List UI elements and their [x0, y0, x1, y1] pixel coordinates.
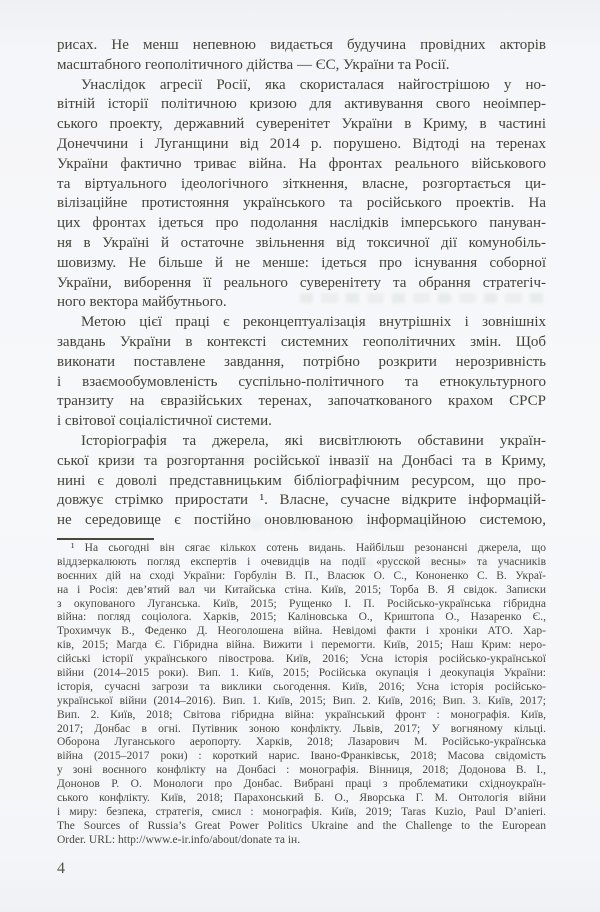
footnote-separator-rule	[57, 538, 154, 540]
footnote-line: з окупованого Луганська. Київ, 2015; Рущенко І. П. Російсько-українська гібридна	[57, 597, 546, 610]
body-text-line: і світової соціалістичної системи.	[57, 413, 272, 430]
footnote-line: Трохимчук В., Феденко Д. Неоголошена війна. Невідомі факти і хроніки АТО. Хар-	[57, 625, 546, 638]
footnote-line: Вип. 2. Київ, 2018; Світова гібридна війна: український фронт : монографія. Київ,	[57, 708, 546, 721]
footnote-line: ського конфлікту. Київ, 2018; Парахонський Б. О., Яворська Г. М. Онтологія війни	[57, 792, 546, 805]
body-text-line: Метою цієї праці є реконцептуалізація внутрішніх і зовнішніх	[81, 314, 546, 331]
page-number: 4	[57, 860, 65, 877]
footnote-line: Order. URL: http://www.e-ir.info/about/donate та ін.	[57, 833, 301, 846]
footnote-line: The Sources of Russia’s Great Power Politics Ukraine and the Challenge to the European	[57, 819, 546, 832]
footnote-line: Оборона Луганського аеропорту. Харків, 2018; Лазарович М. Російсько-українська	[57, 736, 546, 749]
footnote-line: війна: погляд соціолога. Харків, 2015; Каліновська О., Криштопа О., Назаренко Є.,	[57, 611, 546, 624]
body-text-line: та віртуального ідеологічного зіткнення, власне, розгортається ци-	[57, 175, 546, 192]
footnote-line: 2017; Донбас в огні. Путівник зоною конфлікту. Львів, 2017; У вогняному кільці.	[57, 722, 546, 735]
body-text-line: вілізаційне протистояння українського та російського проектів. На	[57, 195, 546, 212]
footnote-line: віддзеркалюють погляд експертів і очевидців на події «русской весны» та учасників	[57, 555, 546, 568]
footnote-line: ¹ На сьогодні він сягає кількох сотень видань. Найбільш резонансні джерела, що	[71, 542, 546, 554]
footnote-line: у зоні воєнного конфлікту на Донбасі : монографія. Вінниця, 2018; Додонова В. І.,	[57, 764, 546, 777]
footnote-line: Дононов Р. О. Монологи про Донбас. Вибрані праці з проблематики східноукраїн-	[57, 778, 546, 791]
footnote-line: війна (2015–2017 роки) : короткий нарис. Івано-Франківськ, 2018; Масова свідомість	[57, 750, 546, 763]
body-text-line: Донеччини і Луганщини від 2014 р. порушено. Відтоді на теренах	[57, 135, 546, 152]
body-text-line: вітній історії політичною кризою для активування свого неоімпер-	[57, 96, 546, 113]
body-text-line: і взаємообумовленість суспільно-політичного та етнокультурного	[57, 373, 546, 390]
footnote-line: війни (2014–2015 роки). Вип. 1. Київ, 2015; Російська окупація і деокупація України:	[57, 667, 546, 680]
body-text-line: шовизму. Не більше й не менше: ідеться про існування соборної	[57, 254, 546, 271]
footnote-block	[57, 542, 546, 848]
body-text-line: рисах. Не менш непевною видається будучина провідних акторів	[57, 37, 546, 53]
body-text-line: ного вектора майбутнього.	[57, 294, 227, 311]
body-text-line: довжує стрімко приростати ¹. Власне, сучасне відкрите інформацій-	[57, 492, 546, 509]
body-text-line: ської кризи та розгортання російської інвазії на Донбасі та в Криму,	[57, 452, 546, 469]
body-text-line: не середовище є постійно оновлюваною інформаційною системою,	[57, 512, 546, 529]
footnote-line: історія, сучасні загрози та виклики сьогодення. Київ, 2016; Усна історія російсько-	[57, 680, 546, 693]
footnote-line: української війни (2014–2016). Вип. 1. Київ, 2015; Вип. 2. Київ, 2016; Вип. 3. Київ, 2017;	[57, 694, 546, 707]
body-text-line: України, виборення її реального суверенітету та обрання стратегіч-	[57, 274, 546, 291]
body-text-line: ня в Україні й остаточне звільнення від токсичної дії комунобіль-	[57, 234, 546, 251]
footnote-line: на і Росія: дев’ятий вал чи Китайська стіна. Київ, 2015; Торба В. Я свідок. Записки	[57, 583, 546, 596]
footnote-line: ків, 2015; Магда Є. Гібридна війна. Вижити і перемогти. Київ, 2015; Наш Крим: неро-	[57, 639, 546, 652]
body-text-line: Історіографія та джерела, які висвітлюють обставини україн-	[81, 432, 546, 449]
body-text-line: нині є доволі представницьким бібліографічним ресурсом, що про-	[57, 472, 546, 489]
footnote-line: воєнних дій на сході України: Горбулін В. П., Власюк О. С., Кононенко С. В. Украї-	[57, 569, 546, 582]
body-text-line: транзиту на євразійських теренах, започаткованого крахом СРСР	[57, 393, 546, 410]
footnote-line: сійські історії українського півострова. Київ, 2016; Усна історія російсько-української	[57, 653, 546, 666]
footnote-line: і миру: безпека, стратегія, смисл : монографія. Київ, 2019; Taras Kuzio, Paul D’anieri.	[57, 805, 546, 818]
main-text-block	[57, 36, 546, 531]
body-text-line: виконати поставлене завдання, потрібно розкрити нерозривність	[57, 353, 546, 370]
body-text-line: Унаслідок агресії Росії, яка скористалася найгострішою у но-	[81, 76, 546, 93]
body-text-line: масштабного геополітичного дійства — ЄС, України та Росії.	[57, 56, 450, 73]
body-text-line: України фактично триває війна. На фронтах реального військового	[57, 155, 546, 172]
body-text-line: цих фронтах ідеться про подолання наслідків імперського пануван-	[57, 215, 546, 232]
body-text-line: завдань України в контексті системних геополітичних змін. Щоб	[57, 333, 546, 350]
body-text-line: ського проекту, державний суверенітет України в Криму, в частині	[57, 116, 546, 133]
